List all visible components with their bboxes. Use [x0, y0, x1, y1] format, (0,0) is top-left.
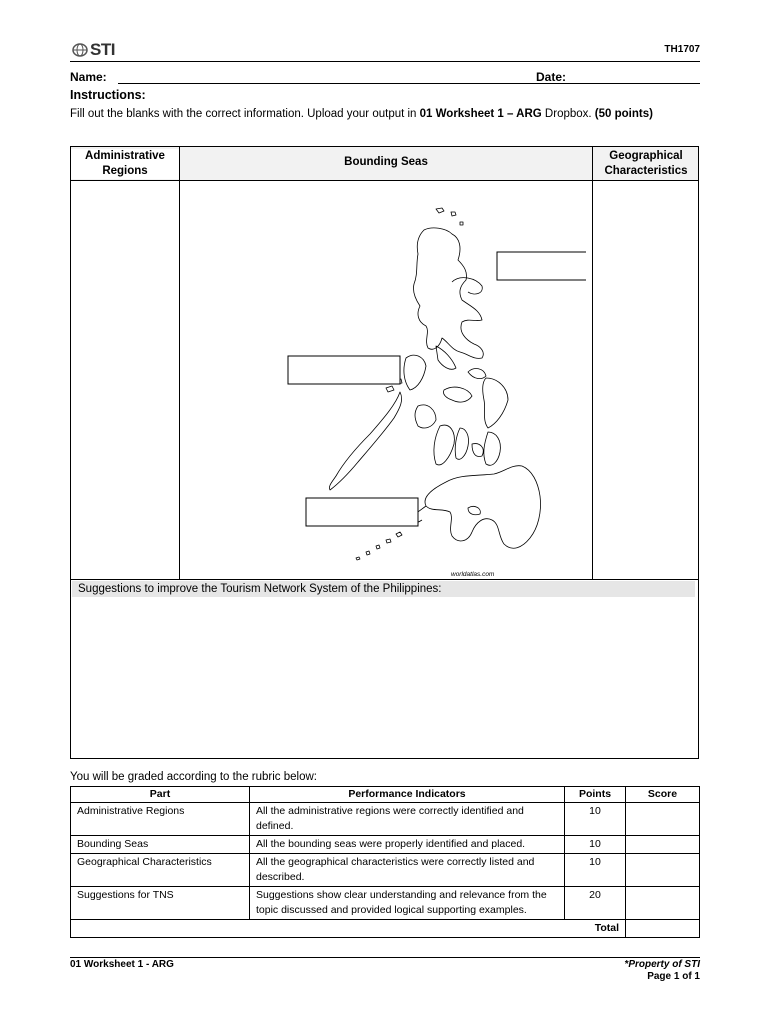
name-field[interactable] — [118, 83, 582, 84]
rubric-score-cell[interactable] — [626, 887, 700, 920]
header-divider — [70, 61, 700, 62]
masbate-island — [443, 387, 472, 402]
name-date-row — [70, 70, 700, 86]
rubric-header-part: Part — [71, 787, 250, 803]
footer-page-number: Page 1 of 1 — [647, 971, 700, 982]
instructions-text — [70, 106, 700, 122]
table-row — [71, 887, 700, 920]
cebu-island — [455, 428, 468, 459]
header-rule — [71, 180, 698, 181]
sti-logo — [72, 40, 115, 60]
instructions-mid: Dropbox. — [541, 108, 595, 120]
batanes-islet — [436, 208, 444, 213]
rubric-score-cell[interactable] — [626, 836, 700, 854]
instructions-heading: Instructions: — [70, 88, 146, 102]
rubric-points: 10 — [565, 803, 626, 836]
mindanao-island — [425, 466, 541, 549]
footer-divider — [70, 957, 700, 958]
rubric-score-cell[interactable] — [626, 854, 700, 887]
rubric-part: Bounding Seas — [71, 836, 250, 854]
rubric-intro: You will be graded according to the rubric below: — [70, 771, 317, 783]
rubric-table — [70, 786, 700, 938]
logo-text: STI — [90, 40, 115, 59]
rubric-total-cell[interactable] — [626, 920, 700, 938]
philippines-map — [246, 182, 586, 582]
negros-island — [434, 425, 454, 465]
instructions-pre: Fill out the blanks with the correct information. Upload your output in — [70, 108, 420, 120]
bohol-island — [472, 444, 483, 457]
rubric-part: Administrative Regions — [71, 803, 250, 836]
worksheet-table — [70, 146, 699, 759]
dropbox-name: 01 Worksheet 1 – ARG — [419, 108, 542, 120]
header-admin-regions: Administrative Regions — [71, 149, 179, 179]
luzon-island — [413, 228, 483, 358]
mindoro-island — [404, 355, 426, 390]
rubric-header-row — [71, 787, 700, 803]
globe-icon — [72, 43, 88, 57]
rubric-header-indicators: Performance Indicators — [250, 787, 565, 803]
rubric-part: Suggestions for TNS — [71, 887, 250, 920]
suggestions-label: Suggestions to improve the Tourism Network System of the Philippines: — [72, 581, 695, 597]
sea-label-box-east[interactable] — [497, 252, 586, 280]
footer-doc-title: 01 Worksheet 1 - ARG — [70, 959, 174, 970]
rubric-points: 20 — [565, 887, 626, 920]
date-field[interactable] — [576, 83, 700, 84]
panay-island — [415, 405, 436, 428]
name-label: Name: — [70, 70, 107, 84]
table-row — [71, 854, 700, 887]
points-note: (50 points) — [594, 108, 653, 120]
table-row — [71, 803, 700, 836]
document-code: TH1707 — [664, 44, 700, 55]
bondoc-peninsula — [436, 346, 456, 369]
leyte-island — [484, 432, 501, 465]
rubric-part: Geographical Characteristics — [71, 854, 250, 887]
rubric-indicator: All the bounding seas were properly identified and placed. — [250, 836, 565, 854]
suggestions-rule — [71, 579, 698, 580]
rubric-indicator: Suggestions show clear understanding and relevance from the topic discussed and provided logical supporting examples. — [250, 887, 565, 920]
rubric-total-row — [71, 920, 700, 938]
rubric-header-score: Score — [626, 787, 700, 803]
rubric-points: 10 — [565, 836, 626, 854]
table-row — [71, 836, 700, 854]
sea-label-box-south[interactable] — [306, 498, 418, 526]
north-islet — [460, 222, 463, 225]
footer-property: *Property of STI — [624, 959, 700, 970]
sulu-islands — [356, 532, 402, 560]
rubric-header-points: Points — [565, 787, 626, 803]
map-credit: worldatlas.com — [451, 571, 495, 578]
luzon-east-coast — [452, 278, 482, 294]
header-bounding-seas: Bounding Seas — [344, 156, 428, 168]
admin-regions-column[interactable] — [71, 147, 180, 580]
date-label: Date: — [536, 70, 567, 84]
rubric-points: 10 — [565, 854, 626, 887]
sea-label-box-west[interactable] — [288, 356, 400, 384]
geo-characteristics-column[interactable] — [592, 147, 700, 580]
rubric-indicator: All the geographical characteristics were correctly listed and described. — [250, 854, 565, 887]
footer-right — [624, 959, 700, 983]
palawan-island — [329, 392, 401, 490]
rubric-score-cell[interactable] — [626, 803, 700, 836]
samar-north — [468, 369, 486, 379]
rubric-total-label: Total — [71, 920, 626, 938]
babuyan-islet — [451, 212, 456, 216]
header-geo-characteristics: Geographical Characteristics — [604, 150, 688, 177]
rubric-indicator: All the administrative regions were correctly identified and defined. — [250, 803, 565, 836]
lanao-lake — [468, 506, 480, 514]
samar-island — [483, 378, 508, 428]
